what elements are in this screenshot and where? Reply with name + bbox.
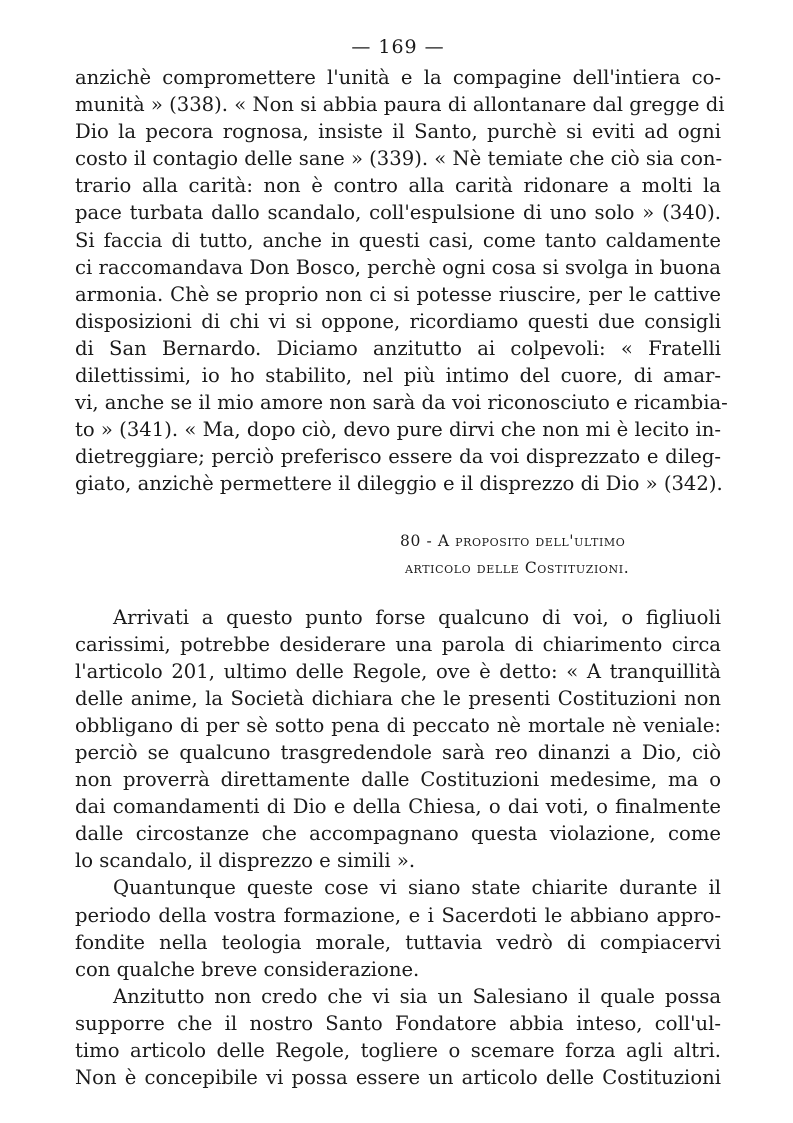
- text-line: disposizioni di chi vi si oppone, ricordiamo questi due consigli: [75, 309, 721, 333]
- text-line: periodo della vostra formazione, e i Sacerdoti le abbiano appro-: [75, 903, 721, 927]
- text-line: Arrivati a questo punto forse qualcuno di voi, o figliuoli: [113, 605, 721, 629]
- section-heading-line: 80 - A proposito dell'ultimo: [400, 531, 626, 550]
- text-line: dilettissimi, io ho stabilito, nel più intimo del cuore, di amar-: [75, 364, 721, 388]
- text-line: obbligano di per sè sotto pena di peccato nè mortale nè veniale:: [75, 713, 721, 737]
- text-line: carissimi, potrebbe desiderare una parola di chiarimento circa: [75, 632, 721, 656]
- text-line: pace turbata dallo scandalo, coll'espulsione di uno solo » (340).: [75, 201, 721, 225]
- text-line: l'articolo 201, ultimo delle Regole, ove è detto: « A tranquillità: [75, 659, 721, 683]
- text-line: con qualche breve considerazione.: [75, 957, 420, 981]
- text-line: dalle circostanze che accompagnano questa violazione, come: [75, 822, 721, 846]
- text-line: Quantunque queste cose vi siano state chiarite durante il: [113, 876, 721, 900]
- text-line: di San Bernardo. Diciamo anzitutto ai colpevoli: « Fratelli: [75, 336, 721, 360]
- paragraph-1: [75, 64, 728, 498]
- text-line: anzichè compromettere l'unità e la compagine dell'intiera co-: [75, 66, 721, 89]
- text-line: munità » (338). « Non si abbia paura di allontanare dal gregge di: [75, 93, 725, 117]
- paragraph-3: [75, 874, 721, 982]
- text-line: armonia. Chè se proprio non ci si potesse riuscire, per le cattive: [75, 282, 721, 306]
- text-line: timo articolo delle Regole, togliere o scemare forza agli altri.: [75, 1039, 721, 1062]
- text-line: trario alla carità: non è contro alla carità ridonare a molti la: [75, 174, 721, 198]
- text-line: delle anime, la Società dichiara che le presenti Costituzioni non: [75, 686, 721, 710]
- text-line: perciò se qualcuno trasgredendole sarà reo dinanzi a Dio, ciò: [75, 740, 721, 764]
- text-line: Si faccia di tutto, anche in questi casi, come tanto caldamente: [75, 228, 721, 252]
- text-line: Anzitutto non credo che vi sia un Salesiano il quale possa: [113, 984, 721, 1008]
- text-line: dietreggiare; perciò preferisco essere da voi disprezzato e dileg-: [75, 445, 721, 469]
- paragraph-4: [75, 983, 721, 1091]
- text-line: dai comandamenti di Dio e della Chiesa, o dai voti, o finalmente: [75, 795, 721, 819]
- text-line: fondite nella teologia morale, tuttavia vedrò di compiacervi: [75, 930, 721, 954]
- section-heading: [75, 528, 721, 582]
- text-line: giato, anzichè permettere il dileggio e il disprezzo di Dio » (342).: [75, 472, 723, 496]
- text-line: supporre che il nostro Santo Fondatore abbia inteso, coll'ul-: [75, 1011, 721, 1035]
- text-line: non proverrà direttamente dalle Costituzioni medesime, ma o: [75, 768, 721, 792]
- text-line: lo scandalo, il disprezzo e simili ».: [75, 849, 416, 873]
- section-heading-line: articolo delle Costituzioni.: [405, 558, 630, 577]
- page-number: — 169 —: [351, 36, 445, 58]
- book-page: [75, 30, 728, 1091]
- text-line: vi, anche se il mio amore non sarà da voi riconosciuto e ricambia-: [75, 391, 728, 415]
- text-line: Dio la pecora rognosa, insiste il Santo, purchè si eviti ad ogni: [75, 120, 721, 144]
- text-line: ci raccomandava Don Bosco, perchè ogni cosa si svolga in buona: [75, 255, 721, 279]
- text-line: to » (341). « Ma, dopo ciò, devo pure dirvi che non mi è lecito in-: [75, 418, 721, 442]
- text-line: costo il contagio delle sane » (339). « Nè temiate che ciò sia con-: [75, 147, 723, 171]
- text-line: Non è concepibile vi possa essere un articolo delle Costituzioni: [75, 1066, 721, 1090]
- paragraph-2: [75, 604, 721, 875]
